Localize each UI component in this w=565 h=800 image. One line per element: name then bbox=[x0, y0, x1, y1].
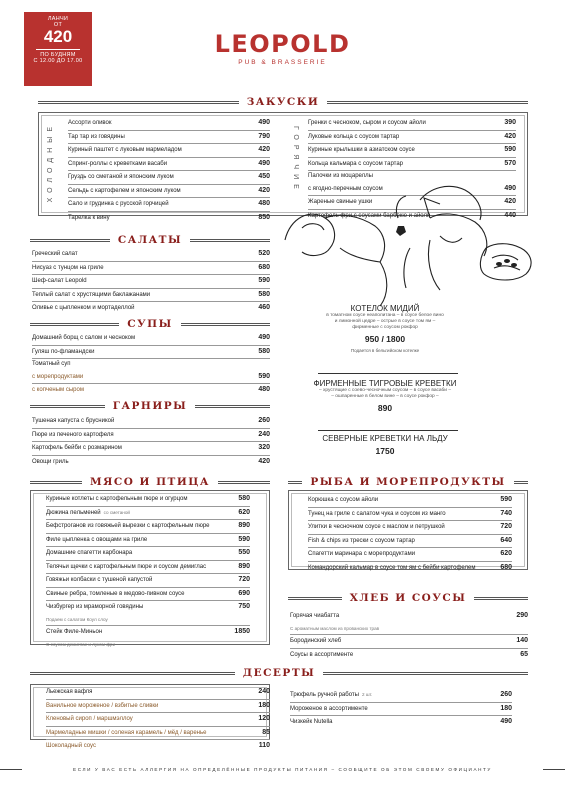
item-name: Льежская вафля bbox=[46, 689, 93, 695]
section-title: ЗАКУСКИ bbox=[246, 96, 320, 108]
menu-item bbox=[290, 610, 528, 623]
item-price: 480 bbox=[258, 386, 270, 393]
item-name: Гренки с чесноком, сыром и соусом айоли bbox=[308, 120, 426, 126]
item-price: 180 bbox=[258, 701, 270, 709]
item-name: Куриные котлеты с картофельным пюре и огурцом bbox=[46, 496, 188, 502]
item-name: Fish & chips из трески с соусом тартар bbox=[308, 537, 415, 544]
item-price: 260 bbox=[258, 417, 270, 424]
section-title: РЫБА И МОРЕПРОДУКТЫ bbox=[310, 476, 506, 488]
menu-item bbox=[32, 289, 270, 303]
item-name: Гуляш по-фламандски bbox=[32, 348, 95, 355]
mussels-desc1: в томатном соусе неаполитана – в соусе белое вино bbox=[326, 313, 444, 318]
item-price: 740 bbox=[500, 509, 512, 517]
mussels-desc2: и лимонной цедре – острые в соусе том ям – bbox=[334, 319, 436, 324]
item-name: Куриные крылышки в азиатском соусе bbox=[308, 147, 415, 153]
menu-item bbox=[290, 635, 528, 649]
menu-item bbox=[46, 561, 250, 575]
item-price: 720 bbox=[500, 523, 512, 530]
item-name: Шоколадный соус bbox=[46, 743, 96, 749]
item-price: 590 bbox=[258, 372, 270, 380]
menu-item bbox=[290, 623, 528, 636]
item-price: 750 bbox=[238, 603, 250, 610]
item-price: 490 bbox=[500, 718, 512, 725]
menu-item bbox=[290, 716, 512, 729]
item-note: со сметаной bbox=[103, 509, 130, 515]
mussels-note: Подается в бельгийском котелке bbox=[350, 348, 420, 353]
cold-list bbox=[68, 117, 270, 224]
item-price: 460 bbox=[258, 304, 270, 311]
menu-item bbox=[290, 703, 512, 717]
item-name: Овощи гриль bbox=[32, 458, 69, 465]
item-name: Подаем с салатом Коул слоу bbox=[46, 616, 108, 622]
item-name: Нисуаз с тунцом на гриле bbox=[32, 264, 104, 271]
menu-item bbox=[68, 158, 270, 172]
item-price: 420 bbox=[504, 132, 516, 140]
sides-list bbox=[32, 415, 270, 468]
menu-item bbox=[46, 588, 250, 602]
item-name: Домашний борщ с салом и чесноком bbox=[32, 335, 136, 341]
item-name: Пюре из печеного картофеля bbox=[32, 431, 114, 438]
item-name: С соусом демиглас и луком фри bbox=[46, 641, 116, 647]
signature-north-shrimps bbox=[296, 434, 474, 456]
item-name: Картофель бейби с розмарином bbox=[32, 445, 122, 451]
menu-item bbox=[46, 601, 250, 614]
item-price: 890 bbox=[238, 522, 250, 529]
item-price: 580 bbox=[258, 290, 270, 298]
cold-label: ХОЛОДНЫЕ bbox=[47, 122, 54, 203]
item-name: Свиные ребра, томленые в медово-пивном соусе bbox=[46, 590, 185, 597]
item-price: 240 bbox=[258, 688, 270, 695]
item-name: Греческий салат bbox=[32, 251, 78, 257]
item-name: Оливье с цыпленком и мортаделлой bbox=[32, 305, 135, 311]
menu-item bbox=[308, 562, 512, 575]
item-name: Куриный паштет с луковым мармеладом bbox=[68, 147, 182, 153]
item-price: 420 bbox=[258, 457, 270, 465]
item-price: 890 bbox=[238, 562, 250, 570]
meat-list bbox=[46, 493, 250, 650]
section-zakuski bbox=[38, 95, 528, 109]
item-name: Сало и грудинка с русской горчицей bbox=[68, 201, 169, 207]
item-name: Корюшка с соусом айоли bbox=[308, 497, 379, 503]
shrimps-desc1: – хрустящие с соево-чесночным соусом – в соусе васаби – bbox=[319, 388, 451, 393]
item-price: 1850 bbox=[234, 628, 250, 635]
menu-item bbox=[32, 371, 270, 385]
menu-item bbox=[290, 689, 512, 703]
section-title: ХЛЕБ И СОУСЫ bbox=[349, 592, 467, 604]
logo: LEOPOLD bbox=[214, 30, 351, 58]
item-name: Ассорти оливок bbox=[68, 120, 112, 126]
item-price: 520 bbox=[258, 250, 270, 257]
menu-item bbox=[308, 131, 516, 145]
item-price: 110 bbox=[258, 742, 270, 749]
item-name: Палочки из моцареллы bbox=[308, 173, 373, 179]
desserts-left-list bbox=[46, 686, 270, 753]
menu-item bbox=[46, 534, 250, 548]
menu-item bbox=[290, 649, 528, 662]
menu-item bbox=[32, 262, 270, 276]
mussels-desc3: фирменные с соусом рокфор bbox=[352, 325, 418, 330]
menu-item bbox=[46, 547, 250, 561]
item-price: 690 bbox=[238, 589, 250, 597]
north-shrimps-price: 1750 bbox=[375, 446, 395, 456]
item-price: 120 bbox=[258, 715, 270, 722]
section-title: ДЕСЕРТЫ bbox=[242, 667, 316, 679]
item-price: 590 bbox=[258, 277, 270, 284]
menu-item bbox=[32, 429, 270, 443]
menu-item bbox=[68, 171, 270, 185]
menu-item bbox=[68, 117, 270, 131]
item-price: 140 bbox=[516, 637, 528, 644]
menu-item bbox=[46, 614, 250, 627]
north-shrimps-title: СЕВЕРНЫЕ КРЕВЕТКИ НА ЛЬДУ bbox=[322, 434, 448, 443]
section-ryba bbox=[288, 475, 528, 489]
item-price: 240 bbox=[258, 430, 270, 438]
menu-item bbox=[32, 346, 270, 360]
menu-item bbox=[308, 158, 516, 172]
menu-item bbox=[46, 574, 250, 588]
salads-list bbox=[32, 248, 270, 315]
item-price: 320 bbox=[258, 444, 270, 451]
item-name: Филе цыпленка с овощами на гриле bbox=[46, 536, 148, 543]
item-name: Бефстроганов из говяжьей вырезки с картофельным пюре bbox=[46, 523, 210, 529]
divider bbox=[318, 430, 458, 431]
item-price: 620 bbox=[500, 550, 512, 557]
badge-line3: ПО БУДНЯМ bbox=[36, 49, 80, 58]
menu-item bbox=[32, 442, 270, 456]
mussels-title: КОТЕЛОК МИДИЙ bbox=[350, 304, 420, 313]
item-name: Луковые кольца с соусом тартар bbox=[308, 133, 400, 140]
menu-item bbox=[32, 248, 270, 262]
section-supy bbox=[30, 317, 270, 331]
item-price: 680 bbox=[258, 263, 270, 271]
section-garniry bbox=[30, 399, 270, 413]
item-price: 680 bbox=[500, 563, 512, 571]
menu-item bbox=[308, 521, 512, 535]
badge-line2: ОТ bbox=[53, 22, 63, 28]
section-deserty bbox=[30, 666, 528, 680]
menu-item bbox=[308, 535, 512, 549]
item-price: 420 bbox=[258, 146, 270, 153]
item-name: Спринг-роллы с креветками васаби bbox=[68, 160, 168, 167]
shrimps-price: 890 bbox=[377, 403, 393, 413]
item-name: С ароматным маслом из прованских трав bbox=[290, 625, 380, 631]
item-name: Чизкейк Nutella bbox=[290, 719, 333, 725]
item-name: Картофель фри с соусами барбекю и айоли bbox=[308, 212, 431, 219]
menu-item bbox=[46, 493, 250, 507]
item-name: Теплый салат с хрустящими баклажанами bbox=[32, 291, 151, 298]
bread-list bbox=[290, 610, 528, 661]
item-price: 260 bbox=[500, 691, 512, 698]
menu-item bbox=[46, 686, 270, 700]
item-name: Стейк Филе-Миньон bbox=[46, 629, 103, 635]
menu-item bbox=[32, 275, 270, 289]
menu-item bbox=[308, 117, 516, 131]
desserts-right-list bbox=[290, 689, 512, 729]
item-name: Сельдь с картофелем и японским луком bbox=[68, 187, 181, 194]
item-name: Говяжьи колбаски с тушеной капустой bbox=[46, 577, 153, 583]
item-name: Кольца кальмара с соусом тартар bbox=[308, 160, 404, 167]
item-name: Мармеладные мишки / соленая карамель / мёд / варенье bbox=[46, 729, 207, 736]
item-price: 65 bbox=[520, 650, 528, 658]
item-price: 550 bbox=[238, 549, 250, 556]
item-name: Домашние спагетти карбонара bbox=[46, 550, 133, 556]
menu-item bbox=[46, 639, 250, 651]
item-name: Соусы в ассортименте bbox=[290, 651, 354, 658]
item-name: Улитки в чесночном соусе с маслом и петрушкой bbox=[308, 524, 445, 530]
menu-item bbox=[32, 359, 270, 371]
item-price: 590 bbox=[504, 146, 516, 153]
section-hleb bbox=[288, 591, 528, 605]
menu-item bbox=[68, 144, 270, 158]
item-price: 640 bbox=[500, 536, 512, 544]
menu-item bbox=[46, 520, 250, 534]
item-name: Трюфель ручной работы bbox=[290, 692, 359, 698]
item-price: 580 bbox=[238, 495, 250, 502]
menu-item bbox=[46, 740, 270, 753]
menu-item bbox=[46, 727, 270, 741]
item-name: Жареные свиные ушки bbox=[308, 199, 373, 205]
item-name: Дюжина пельменей bbox=[46, 509, 101, 516]
mussels-price: 950 / 1800 bbox=[364, 334, 406, 344]
item-price: 590 bbox=[238, 535, 250, 543]
item-price: 480 bbox=[258, 200, 270, 207]
item-name: Кленовый сироп / маршмэллоу bbox=[46, 716, 133, 722]
item-price: 450 bbox=[258, 173, 270, 180]
item-price: 490 bbox=[258, 334, 270, 341]
footer-text: ЕСЛИ У ВАС ЕСТЬ АЛЛЕРГИЯ НА ОПРЕДЕЛЁННЫЕ ПРОДУКТЫ ПИТАНИЯ – СООБЩИТЕ ОБ ЭТОМ СВОЕМУ ОФИЦИАНТУ bbox=[73, 767, 492, 772]
signature-mussels bbox=[296, 304, 474, 354]
item-name: Груздь со сметаной и японским луком bbox=[68, 174, 174, 180]
item-name: Мороженое в ассортименте bbox=[290, 705, 368, 712]
menu-item bbox=[46, 700, 270, 714]
item-name: с копченым сыром bbox=[32, 387, 84, 393]
item-price: 720 bbox=[238, 576, 250, 583]
item-price: 590 bbox=[500, 496, 512, 503]
section-title: ГАРНИРЫ bbox=[112, 400, 188, 412]
item-price: 290 bbox=[516, 612, 528, 619]
menu-item bbox=[32, 384, 270, 397]
section-title: САЛАТЫ bbox=[117, 234, 183, 246]
item-price: 85 bbox=[262, 728, 270, 736]
menu-item bbox=[32, 456, 270, 469]
allergy-footer bbox=[0, 767, 565, 772]
item-price: 570 bbox=[504, 159, 516, 167]
item-price: 490 bbox=[258, 119, 270, 126]
item-name: Спагетти маринара с морепродуктами bbox=[308, 551, 416, 557]
item-name: Телячьи щечки с картофельным пюре и соусом демиглас bbox=[46, 563, 207, 570]
badge-price: 420 bbox=[43, 27, 73, 46]
item-price: 790 bbox=[258, 132, 270, 140]
menu-item bbox=[68, 185, 270, 199]
divider bbox=[318, 373, 458, 374]
item-name: Тунец на гриле с салатом чука и соусом из манго bbox=[308, 510, 446, 517]
item-name: Тушеная капуста с брусникой bbox=[32, 418, 115, 424]
item-price: 490 bbox=[504, 184, 516, 192]
item-name: с ягодно-перечным соусом bbox=[308, 185, 383, 192]
section-myaso bbox=[30, 475, 270, 489]
item-name: с морепродуктами bbox=[32, 373, 84, 380]
signature-shrimps bbox=[290, 379, 480, 413]
hot-label: ГОРЯЧИЕ bbox=[292, 126, 299, 194]
menu-item bbox=[68, 131, 270, 145]
shrimps-desc2: – ошпаренные в белом вине – в соусе рокфор – bbox=[331, 394, 439, 399]
logo-subtitle: PUB & BRASSERIE bbox=[238, 59, 327, 66]
item-price: 180 bbox=[500, 704, 512, 712]
item-name: Бородинский хлеб bbox=[290, 638, 342, 644]
menu-item bbox=[32, 415, 270, 429]
menu-item bbox=[308, 144, 516, 158]
item-price: 390 bbox=[504, 119, 516, 126]
badge-line1: ЛАНЧИ bbox=[47, 16, 69, 22]
item-price: 580 bbox=[258, 347, 270, 355]
menu-item bbox=[308, 548, 512, 562]
item-name: Чизбургер из мраморной говядины bbox=[46, 604, 144, 610]
item-price: 490 bbox=[258, 159, 270, 167]
menu-item bbox=[32, 302, 270, 315]
item-name: Томатный суп bbox=[32, 361, 71, 367]
section-title: СУПЫ bbox=[127, 318, 173, 330]
item-price: 440 bbox=[504, 211, 516, 219]
menu-item bbox=[46, 626, 250, 639]
fish-list bbox=[308, 494, 512, 574]
item-name: Ванильное мороженое / взбитые сливки bbox=[46, 702, 159, 709]
mussels-illustration bbox=[280, 178, 545, 310]
menu-item bbox=[68, 212, 270, 225]
item-name: Тарелка к вину bbox=[68, 214, 110, 221]
menu-item bbox=[46, 507, 250, 521]
menu-item bbox=[308, 494, 512, 508]
menu-item bbox=[308, 508, 512, 522]
item-name: Шеф-салат Leopold bbox=[32, 278, 87, 284]
section-salaty bbox=[30, 233, 270, 247]
menu-item bbox=[32, 332, 270, 346]
badge-line4: С 12.00 ДО 17.00 bbox=[33, 58, 83, 64]
item-price: 850 bbox=[258, 213, 270, 221]
item-name: Командорский кальмар в соусе том ям с бейби картофелем bbox=[308, 564, 476, 571]
soups-list bbox=[32, 332, 270, 397]
item-price: 420 bbox=[258, 186, 270, 194]
item-price: 620 bbox=[238, 508, 250, 516]
item-name: Тар тар из говядины bbox=[68, 133, 125, 140]
menu-item bbox=[46, 713, 270, 727]
item-price: 420 bbox=[504, 198, 516, 205]
menu-item bbox=[68, 198, 270, 212]
shrimps-title: ФИРМЕННЫЕ ТИГРОВЫЕ КРЕВЕТКИ bbox=[313, 379, 457, 388]
item-name: Горячая чиабатта bbox=[290, 613, 340, 619]
item-note: 2 шт. bbox=[361, 692, 373, 697]
section-title: МЯСО И ПТИЦА bbox=[90, 476, 210, 488]
